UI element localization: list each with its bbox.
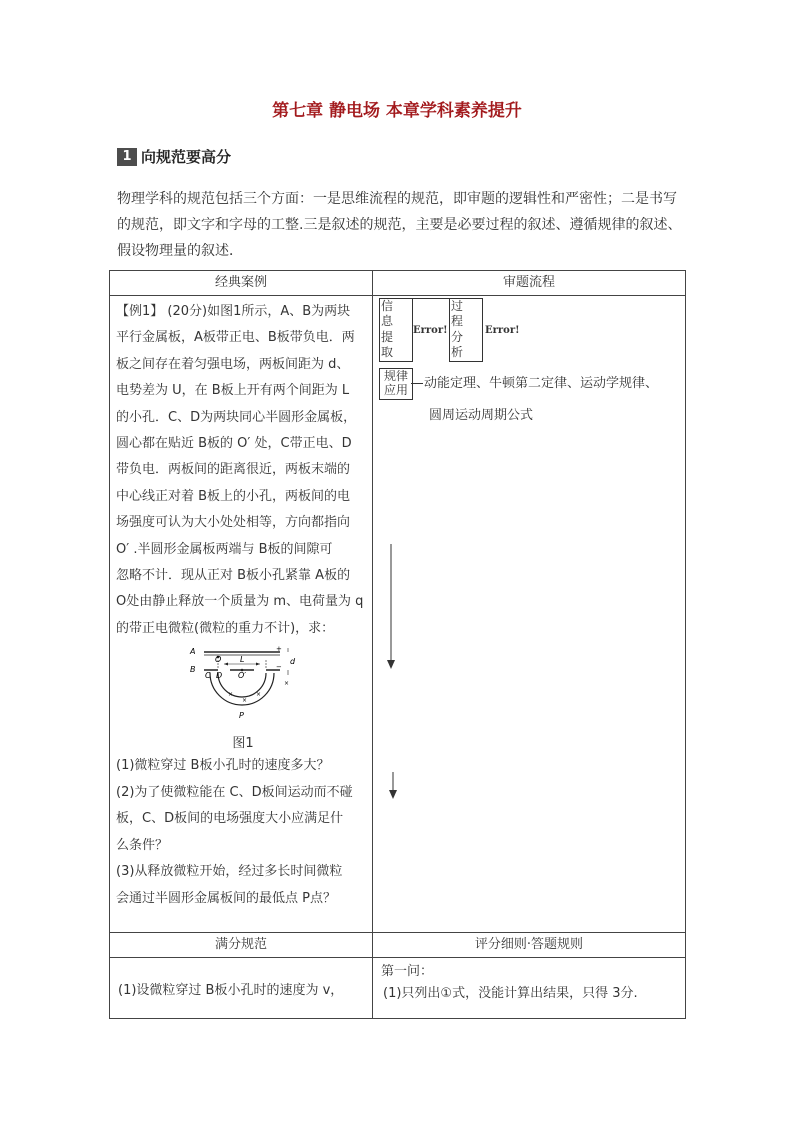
label-D: D <box>216 671 223 681</box>
label-B: B <box>190 665 196 675</box>
label-O: O <box>215 655 222 665</box>
questions <box>116 753 368 912</box>
law-application-box: 规律 应用 <box>379 368 413 400</box>
label-minus: − <box>276 663 282 672</box>
case-line: 电势差为 U，在 B板上开有两个间距为 L <box>116 383 350 399</box>
case-line: 中心线正对着 B板上的小孔，两板间的电 <box>116 488 351 504</box>
question-line: 会通过半圆形金属板间的最低点 P点？ <box>116 890 336 906</box>
apply-connector <box>411 383 423 384</box>
question-line: 么条件？ <box>116 837 169 853</box>
svg-text:×: × <box>256 691 262 699</box>
figure-caption: 图1 <box>232 736 254 752</box>
case-cell <box>110 296 373 933</box>
error-text-1: Error! <box>413 325 448 336</box>
page-title: 第七章 静电场 本章学科素养提升 <box>272 101 522 121</box>
header-classic-case: 经典案例 <box>110 271 373 296</box>
case-line: O′ .半圆形金属板两端与 B板的间隙可 <box>116 541 333 557</box>
answer-cell <box>110 958 373 1019</box>
case-line: 平行金属板，A板带正电、B板带负电．两 <box>116 330 355 346</box>
flow-arrow-down-1 <box>387 544 395 670</box>
question-line: (1)微粒穿过 B板小孔时的速度多大？ <box>116 758 330 774</box>
svg-text:×: × <box>242 697 248 705</box>
case-text <box>116 299 366 642</box>
scoring-title: 第一问： <box>381 964 434 979</box>
applied-laws-line-2: 圆周运动周期公式 <box>429 408 534 423</box>
label-plus: + <box>276 646 282 654</box>
scoring-text: (1)只列出①式，没能计算出结果，只得 3分. <box>383 986 638 1001</box>
process-analysis-box: 过 程 分 析 <box>449 298 483 362</box>
header-scoring-rules: 评分细则·答题规则 <box>373 933 686 958</box>
header-full-score: 满分规范 <box>110 933 373 958</box>
svg-text:×: × <box>284 680 290 688</box>
header-review-flow: 审题流程 <box>373 271 686 296</box>
label-L: L <box>240 655 245 665</box>
question-line: (3)从释放微粒开始，经过多长时间微粒 <box>116 864 343 880</box>
applied-laws-line-1: 动能定理、牛顿第二定律、运动学规律、 <box>424 376 659 391</box>
case-line: 带负电．两板间的距离很近，两板末端的 <box>116 462 351 478</box>
question-line: 板，C、D板间的电场强度大小应满足什 <box>116 811 344 827</box>
flow-cell <box>373 296 686 933</box>
question-line: (2)为了使微粒能在 C、D板间运动而不碰 <box>116 784 353 800</box>
capacitor-diagram <box>188 646 298 724</box>
section-heading <box>117 146 231 167</box>
scoring-cell <box>373 958 686 1019</box>
figure-1 <box>188 646 298 751</box>
case-line: 板之间存在着匀强电场，两板间距为 d、 <box>116 356 350 372</box>
case-table <box>109 270 686 1019</box>
label-O-prime: O′ <box>238 671 247 681</box>
section-number-badge: 1 <box>117 148 137 166</box>
answer-text: (1)设微粒穿过 B板小孔时的速度为 v， <box>118 982 344 998</box>
label-C: C <box>205 671 211 681</box>
case-line: 场强度可认为大小处处相等，方向都指向 <box>116 515 351 531</box>
box-connector <box>411 298 449 299</box>
info-extract-box: 信 息 提 取 <box>379 298 413 362</box>
label-P: P <box>239 711 244 721</box>
case-line: 圆心都在贴近 B板的 O′ 处，C带正电、D <box>116 436 352 452</box>
case-line: 的带正电微粒(微粒的重力不计)，求： <box>116 620 335 636</box>
section-title: 向规范要高分 <box>141 148 232 166</box>
flow-arrow-down-2 <box>389 772 397 800</box>
intro-paragraph: 物理学科的规范包括三个方面：一是思维流程的规范，即审题的逻辑性和严密性；二是书写的规范，即文字和字母的工整.三是叙述的规范，主要是必要过程的叙述、遵循规律的叙述、假设物理量的叙述． <box>117 191 682 259</box>
error-text-2: Error! <box>485 325 520 336</box>
label-A: A <box>190 647 196 657</box>
case-line: O处由静止释放一个质量为 m、电荷量为 q <box>116 594 364 610</box>
case-line: 忽略不计．现从正对 B板小孔紧靠 A板的 <box>116 568 351 584</box>
svg-text:×: × <box>228 691 234 699</box>
case-line: 的小孔．C、D为两块同心半圆形金属板， <box>116 409 357 425</box>
label-d: d <box>290 657 296 667</box>
case-line: 【例1】 (20分)如图1所示，A、B为两块 <box>116 304 351 319</box>
